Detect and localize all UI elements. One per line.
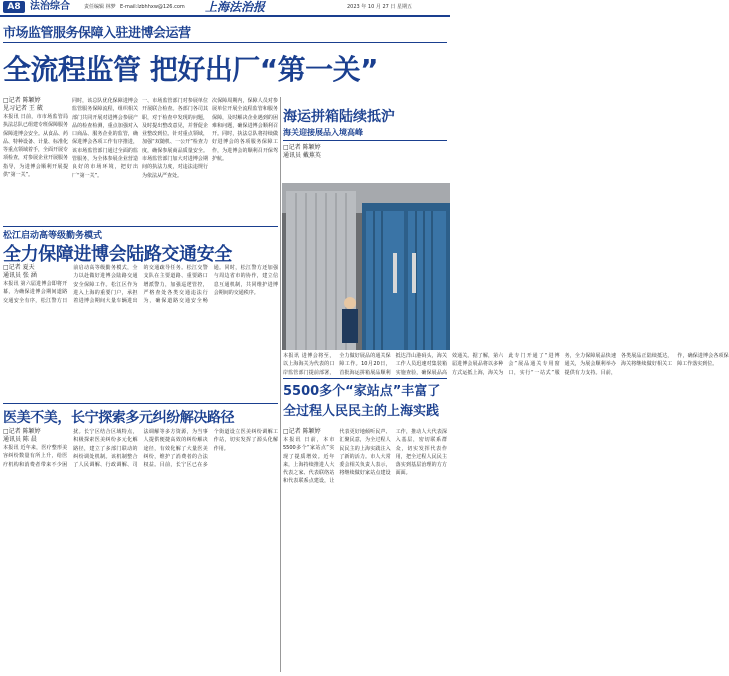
feature-byline-block <box>283 144 447 180</box>
feature-headline: 海运拼箱陆续抵沪 <box>283 109 395 125</box>
page-number-badge: A8 <box>3 1 25 13</box>
section3-headline: 医美不美，长宁探索多元纠纷解决路径 <box>3 410 235 426</box>
lead-headline: 全流程监管 把好出厂“第一关” <box>3 53 379 86</box>
lead-rule <box>3 42 447 43</box>
section4-headline-line1: 5500多个“家站点”丰富了 <box>283 384 441 399</box>
section4-headline <box>283 382 440 422</box>
section3-byline-correspondent: 通讯员 陈 晨 <box>3 436 37 443</box>
section3-byline-reporter: □记者 陈颖婷 <box>3 428 41 435</box>
lead-column-2: 同时，该总队优化保障进博会监管服务保障流程，组织相关部门共同开展对进博会参展产品的检查检测，重点加强对入口商品、服务企业的监管，确保进博会各项工作有序推进，该市场监管部门通过全面的监管服务，为全体参展企业营造良好的市场环境，把好出厂“第一关”。 <box>72 98 138 179</box>
feature-body: 本报讯 进博会将至，以上海海关为代表的口岸监管部门提前部署，全力做好展品的通关保障工作。10月20日，首批海运拼箱展品顺利抵达洋山港码头，海关工作人员迅速对集装箱实施查验，确保展品高效通关。据了解，第六届进博会展品将以多种方式运抵上海，海关为此专门开通了“进博会”展品通关专用窗口，实行“一站式”服务，全力保障展品快速通关，为展会顺利举办提供有力支持。目前，各类展品正陆续抵达，海关将继续做好相关工作，确保进博会各项保障工作落实到位。 <box>283 353 729 376</box>
issue-date: 2023 年 10 月 27 日 星期五 <box>347 4 412 10</box>
lead-byline-reporter: □记者 陈颖婷 <box>3 97 41 104</box>
section2-byline-reporter: □记者 夏天 <box>3 264 35 271</box>
section2-byline-correspondent: 通讯员 张 涵 <box>3 272 37 279</box>
feature-byline-reporter: □记者 陈颖婷 <box>283 144 321 151</box>
shipping-container-illustration <box>282 183 450 350</box>
column-divider <box>280 97 281 672</box>
section4-byline-reporter: □记者 陈颖婷 <box>283 428 321 435</box>
container-photo <box>282 183 450 350</box>
section4-rule <box>283 378 447 379</box>
section4-headline-line2: 全过程人民民主的上海实践 <box>283 404 440 419</box>
feature-rule <box>283 140 447 141</box>
newspaper-masthead: 上海法治报 <box>205 0 266 14</box>
feature-byline-correspondent: 通讯员 戴蕉英 <box>283 152 321 159</box>
section2-headline: 全力保障进博会陆路交通安全 <box>3 244 232 265</box>
section2-body: 本报讯 第六届进博会即将开幕，为确保进博会期间道路交通安全有序，松江警方日前启动高等级勤务模式，全力以赴做好进博会陆路交通安全保障工作。松江区作为进入上海的重要门户，承担着进博会期间大量车辆进出的交通疏导任务。松江交警支队在主要道路、重要路口增派警力，加强巡逻管控，严格查处各类交通违法行为，确保道路交通安全畅通。同时，松江警方还加强与周边省市的协作，建立信息互通机制，共同维护进博会期间的交通秩序。 <box>3 265 278 305</box>
editor-line: 责任编辑 林梦 <box>84 4 116 10</box>
lead-kicker: 市场监管服务保障入驻进博会运营 <box>3 26 191 41</box>
section-name: 法治综合 <box>30 1 70 12</box>
section3-body-block <box>3 428 278 673</box>
feature-subhead: 海关迎接展品入境高峰 <box>283 128 363 137</box>
section2-body-block <box>3 264 278 400</box>
section3-body: 本报讯 近年来，医疗整形美容纠纷数量有所上升，给医疗机构和消费者带来不少困扰。长宁区结合区域特点，积极探索医美纠纷多元化解路径，建立了多部门联动的纠纷调处机制。该机制整合了人民调解、行政调解、司法调解等多方资源，为当事人提供便捷高效的纠纷解决途径，有效化解了大量医美纠纷，维护了消费者的合法权益。目前，长宁区已在多个街道设立医美纠纷调解工作站，切实发挥了源头化解作用。 <box>3 429 278 469</box>
lead-body-1: 本报讯 日前，市市场监管局执法总队已组建专班保障服务保障进博会安全。从食品、药品、特种设备、计量、标准化等重点领域着手，全面开展专项检查，对参展企业开展服务指导，为进博会顺利开展提供“第一关”。 <box>3 114 69 179</box>
page-header <box>0 0 450 17</box>
section2-top-rule <box>3 226 278 227</box>
section4-body-block <box>283 428 447 673</box>
lead-column-1 <box>3 97 68 225</box>
section2-kicker: 松江启动高等级勤务模式 <box>3 231 103 241</box>
editor-email: E-mail:lzbhhxw@126.com <box>120 4 185 10</box>
lead-column-3: 一、市场监管部门对参展单位开展联合检查。各部门各司其职，对于检查中发现的问题，及时提出整改意见，并督促企业整改到位。针对重点领域，加强“双随机、一公开”检查力度，确保参展商品质量安全。市场监管部门加大对进博会期间的执法力度，对违法违规行为依法从严查处。 <box>142 98 208 179</box>
lead-column-4: 次保障周期内，保障人员对参展单位开展全流程监管和服务保障，及时解决企业遇到的困难和问题，确保进博会顺利召开。同时，执法总队将持续做好进博会的各项服务保障工作，为进博会的顺利召开保驾护航。 <box>212 98 278 163</box>
section3-top-rule <box>3 403 278 404</box>
section4-body: 本报讯 日前，本市5500多个“家站点”实现了提质增效。近年来，上海持续推进人大代表之家、代表联络站和代表联系点建设，让代表更好地倾听民声、汇聚民意，为全过程人民民主的上海实践注入了新的活力。市人大常委会相关负责人表示，将继续做好家站点建设工作，推动人大代表深入基层，密切联系群众，切实发挥代表作用，把全过程人民民主落实到基层治理的方方面面。 <box>283 429 447 485</box>
lead-byline-trainee: 见习记者 王 葳 <box>3 105 43 112</box>
